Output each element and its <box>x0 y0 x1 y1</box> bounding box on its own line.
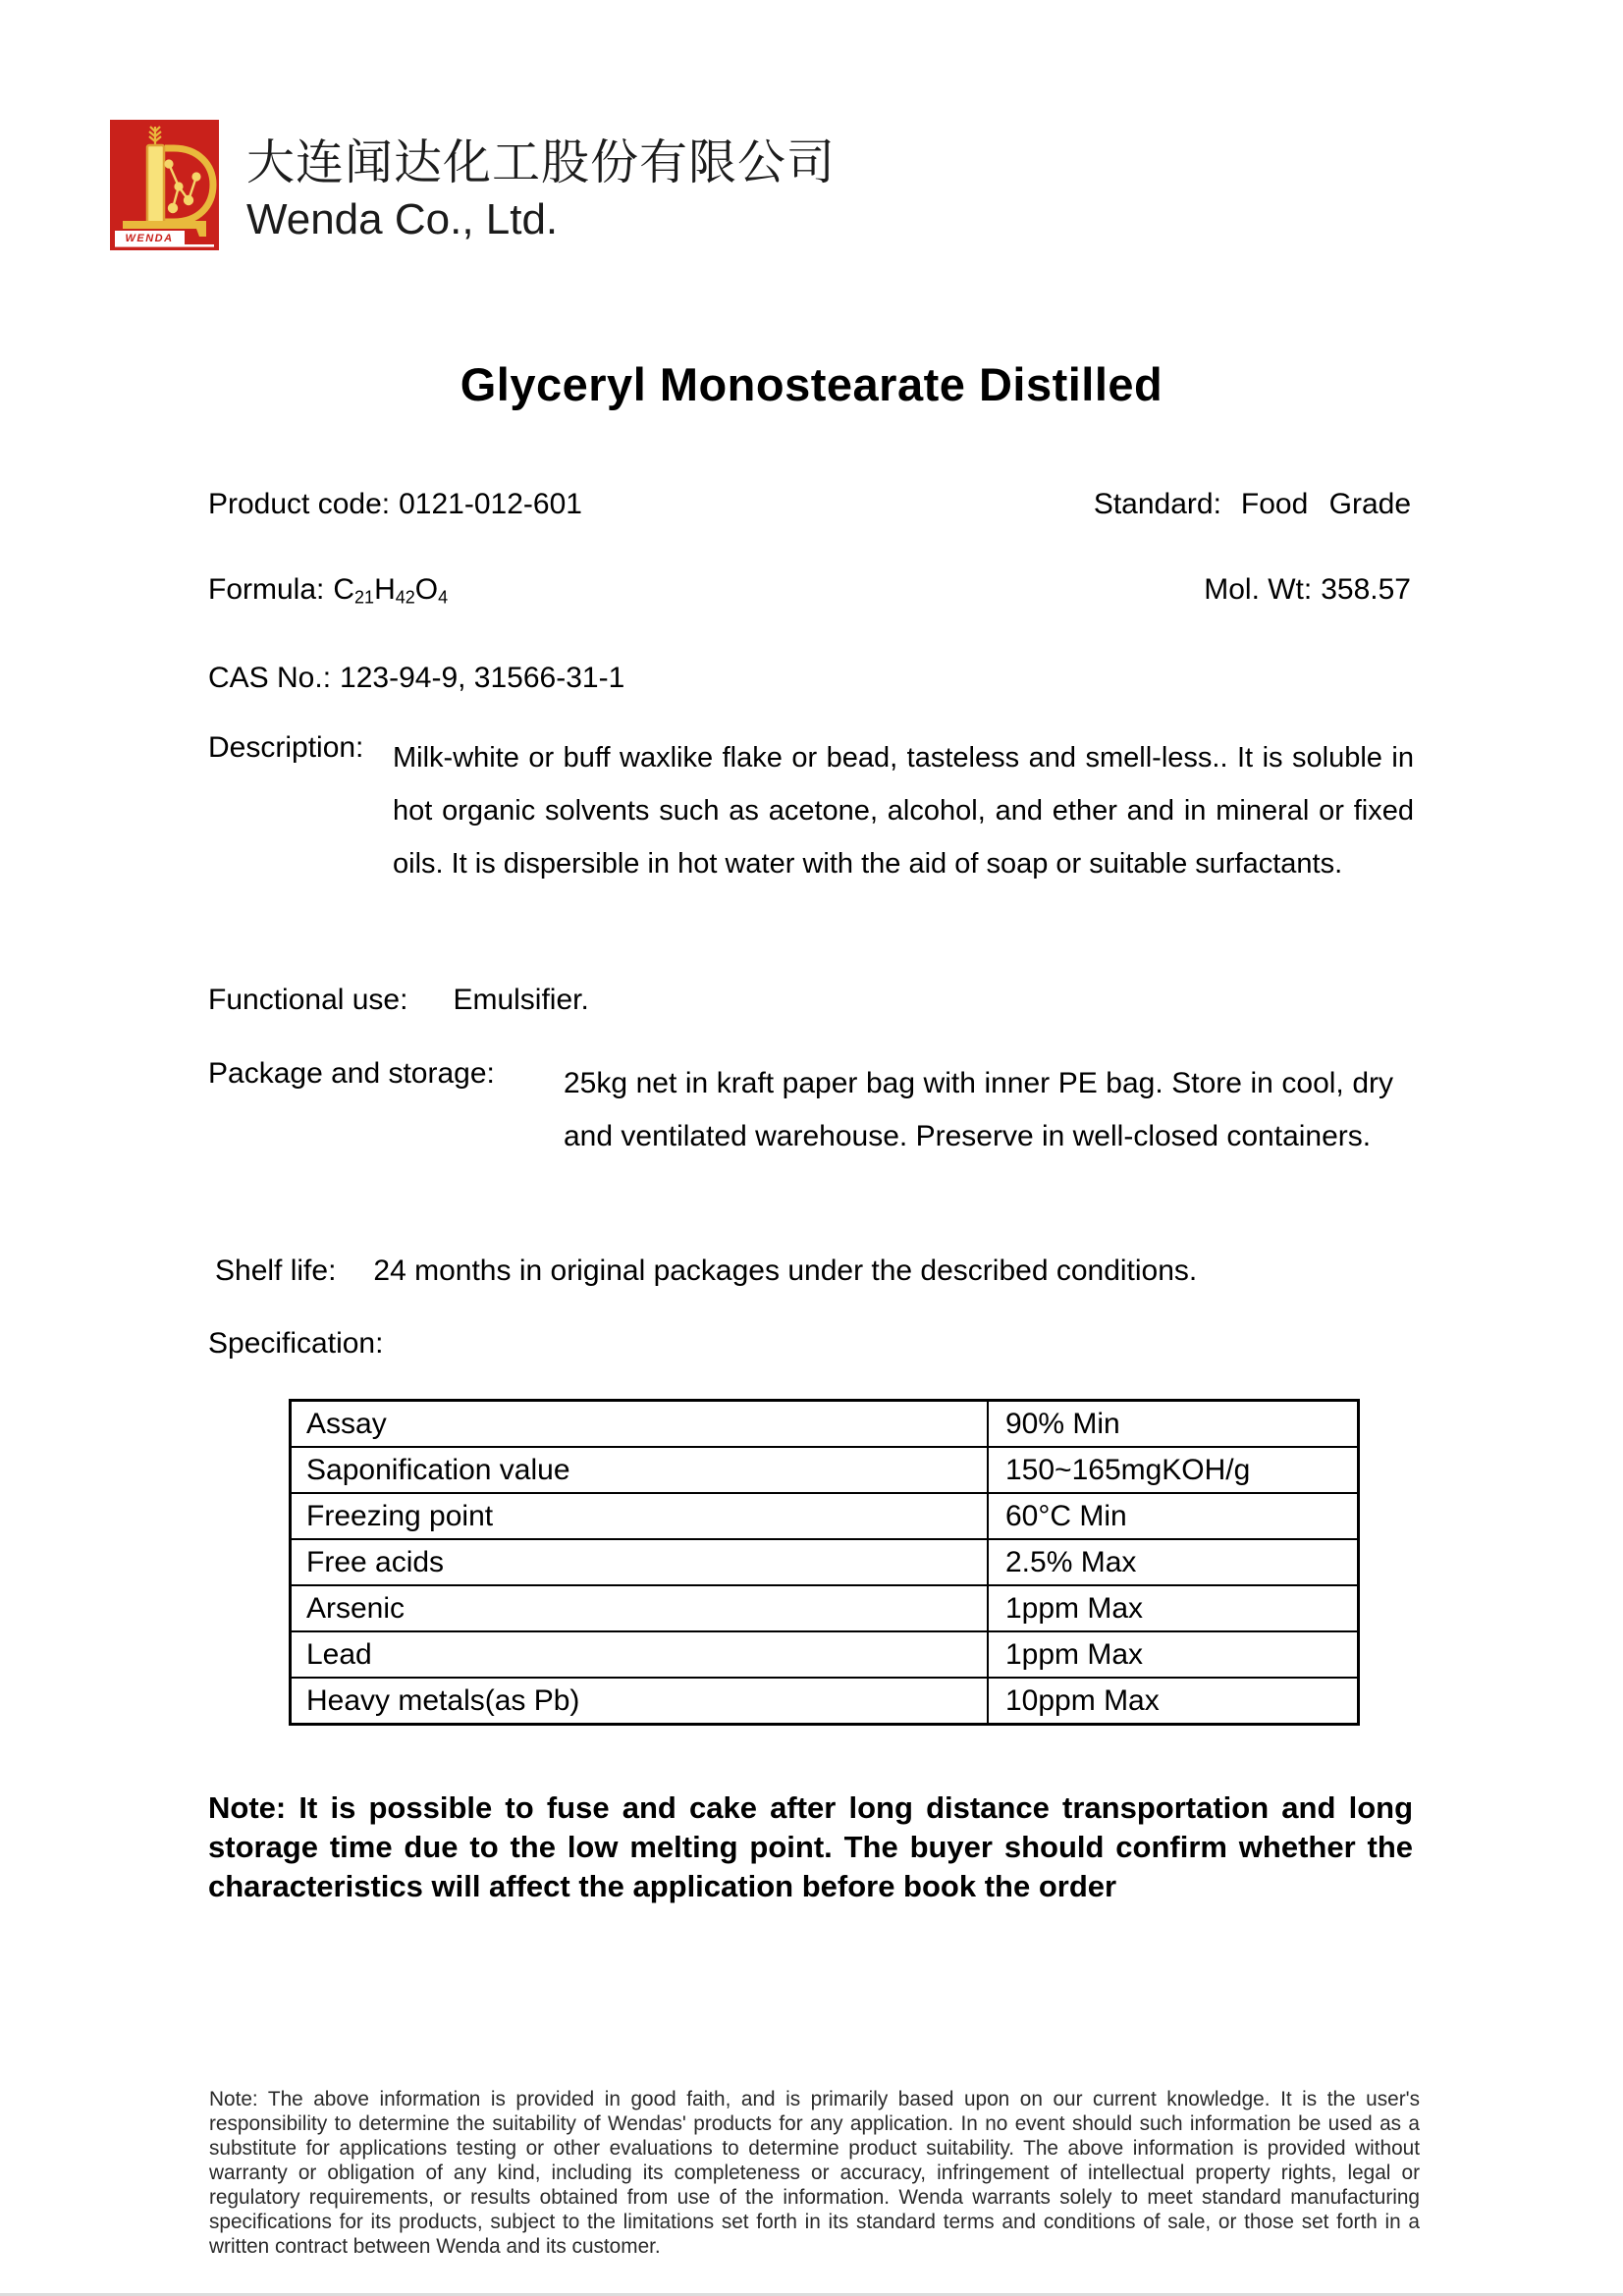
page-title: Glyceryl Monostearate Distilled <box>460 358 1163 410</box>
spec-table-row <box>291 1539 1359 1585</box>
banner-underline <box>115 244 214 247</box>
banner-text: WENDA <box>125 233 174 244</box>
description-section <box>208 731 1414 890</box>
standard-label: Standard: <box>1093 488 1221 520</box>
spec-value-cell: 60°C Min <box>988 1493 1359 1539</box>
functional-use-section <box>208 984 589 1017</box>
wenda-logo <box>110 120 219 250</box>
formula-label: Formula: <box>208 573 325 606</box>
note-paragraph: Note: It is possible to fuse and cake after long distance transportation and long storage time due to the low melting point. The buyer should confirm whether the characteristics will affect the application before book the order <box>208 1790 1413 1903</box>
spec-table-row <box>291 1493 1359 1539</box>
spec-table-row <box>291 1585 1359 1631</box>
shelf-life-label: Shelf life: <box>215 1255 337 1287</box>
description-text: Milk-white or buff waxlike flake or bead, tasteless and smell-less.. It is soluble in hot organic solvents such as acetone, alcohol, and ether and in mineral or fixed oils. It is dispersible in hot water with the aid of soap or suitable surfactants. <box>393 742 1414 880</box>
spec-item-cell: Lead <box>291 1631 989 1678</box>
company-name-english: Wenda Co., Ltd. <box>246 195 559 243</box>
cas-value: 123-94-9, 31566-31-1 <box>340 662 625 694</box>
spec-item-cell: Saponification value <box>291 1447 989 1493</box>
standard-field <box>1094 488 1411 521</box>
mol-wt-label: Mol. Wt: <box>1204 573 1313 606</box>
product-code-label: Product code: <box>208 488 391 520</box>
spec-table-row <box>291 1678 1359 1725</box>
functional-use-value: Emulsifier. <box>453 984 589 1016</box>
spec-table-row <box>291 1631 1359 1678</box>
spec-item-cell: Assay <box>291 1401 989 1448</box>
formula-value: $C_{21}H_{42}O_4$ <box>333 573 449 608</box>
row-formula-molwt <box>208 573 1411 609</box>
package-storage-text: 25kg net in kraft paper bag with inner PE bag. Store in cool, dry and ventilated warehouse. Preserve in well-closed containers. <box>564 1067 1393 1152</box>
spec-value-cell: 1ppm Max <box>988 1631 1359 1678</box>
specification-table <box>289 1399 1360 1726</box>
spec-table-row <box>291 1401 1359 1448</box>
footer-disclaimer: Note: The above information is provided in good faith, and is primarily based upon on our current knowledge. It is the user's responsibility to determine the suitability of Wendas' products for any application. In no event should such information be used as a substitute for applications testing or other evaluations to determine product suitability. The above information is provided without warranty or obligation of any kind, including its completeness or accuracy, infringement of intellectual property rights, legal or regulatory requirements, or results obtained from use of the information. Wenda warrants solely to meet standard manufacturing specifications for its products, subject to the limitations set forth in its standard terms and conditions of sale, or those set forth in a written contract between Wenda and its customer. <box>209 2088 1420 2258</box>
product-code-value: 0121-012-601 <box>399 488 582 520</box>
company-name-chinese: 大连闻达化工股份有限公司 <box>246 136 837 189</box>
package-storage-label: Package and storage: <box>208 1057 495 1090</box>
spec-item-cell: Heavy metals(as Pb) <box>291 1678 989 1725</box>
spec-value-cell: 2.5% Max <box>988 1539 1359 1585</box>
functional-use-label: Functional use: <box>208 984 408 1016</box>
cas-field <box>208 662 624 695</box>
spec-value-cell: 10ppm Max <box>988 1678 1359 1725</box>
mol-wt-field <box>1204 573 1411 607</box>
column-icon <box>147 145 164 224</box>
product-code-field <box>208 488 582 521</box>
spec-value-cell: 90% Min <box>988 1401 1359 1448</box>
description-label: Description: <box>208 731 364 764</box>
spec-item-cell: Free acids <box>291 1539 989 1585</box>
spec-item-cell: Freezing point <box>291 1493 989 1539</box>
shelf-life-section <box>208 1255 1197 1288</box>
spec-value-cell: 150~165mgKOH/g <box>988 1447 1359 1493</box>
row-cas <box>208 662 1411 695</box>
base-bar-icon <box>123 221 206 229</box>
shelf-life-value: 24 months in original packages under the described conditions. <box>373 1255 1198 1287</box>
specification-heading: Specification: <box>208 1327 384 1360</box>
package-storage-section <box>208 1057 1393 1163</box>
spec-table-row <box>291 1447 1359 1493</box>
mol-wt-value: 358.57 <box>1321 573 1411 606</box>
spec-item-cell: Arsenic <box>291 1585 989 1631</box>
company-header <box>246 136 837 243</box>
spec-table-body <box>291 1401 1359 1725</box>
formula-field <box>208 573 448 609</box>
cas-label: CAS No.: <box>208 662 332 694</box>
row-product-standard <box>208 488 1411 521</box>
standard-value: Food Grade <box>1240 488 1411 520</box>
spec-value-cell: 1ppm Max <box>988 1585 1359 1631</box>
